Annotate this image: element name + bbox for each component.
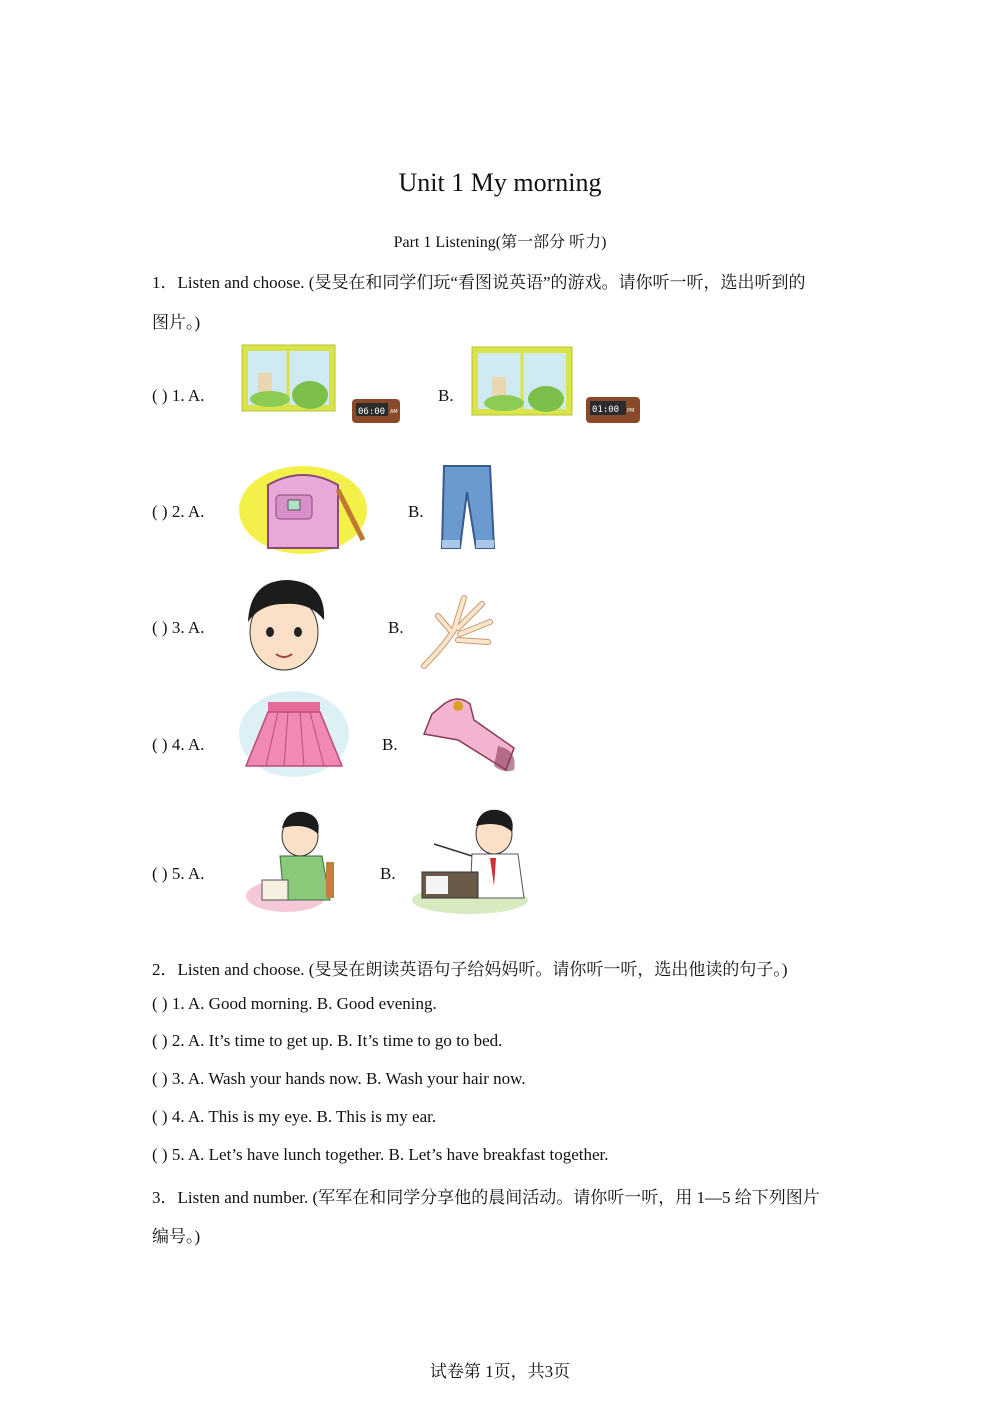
page-title: Unit 1 My morning — [398, 168, 602, 197]
q4b-dress-picture — [414, 690, 526, 778]
section2-instruction: 2．Listen and choose. (旻旻在朗读英语句子给妈妈听。请你听一听，选出他读的句子。) — [152, 960, 788, 979]
part-heading: Part 1 Listening(第一部分 听力) — [393, 234, 607, 251]
clock-a-suffix: AM — [390, 409, 398, 415]
section2-item: ( ) 5. A. Let’s have lunch together. B. Let’s have breakfast together. — [152, 1145, 609, 1164]
q2b-jeans-picture — [436, 462, 498, 554]
q3a-face-picture — [240, 574, 332, 672]
section2-item: ( ) 2. A. It’s time to get up. B. It’s time to go to bed. — [152, 1031, 503, 1050]
clock-b-time: 01:00 — [592, 405, 620, 415]
q3b-hand-picture — [420, 590, 498, 672]
q5-label: ( ) 5. A. — [152, 864, 205, 883]
section2-item: ( ) 3. A. Wash your hands now. B. Wash your hair now. — [152, 1069, 526, 1088]
q3-label: ( ) 3. A. — [152, 618, 205, 637]
section3-instruction: 3．Listen and number. (军军在和同学分享他的晨间活动。请你听一听，用 1—5 给下列图片 — [152, 1188, 820, 1207]
q2a-backpack-picture — [238, 460, 373, 555]
section1-instruction: 1．Listen and choose. (旻旻在和同学们玩“看图说英语”的游戏。请你听一听，选出听到的 — [152, 273, 806, 292]
section2-item: ( ) 1. A. Good morning. B. Good evening. — [152, 994, 437, 1013]
page-footer: 试卷第 1页，共3页 — [429, 1362, 571, 1381]
section2-item: ( ) 4. A. This is my eye. B. This is my ear. — [152, 1107, 437, 1126]
clock-a-time: 06:00 — [358, 407, 386, 417]
q1-label: ( ) 1. A. — [152, 386, 205, 405]
q5a-boy-breakfast-picture — [240, 808, 346, 914]
q1a-window-clock-picture — [240, 343, 405, 425]
q1-option-b: B. — [438, 386, 454, 405]
q1b-window-clock-picture — [470, 345, 645, 427]
clock-b-suffix: PM — [627, 408, 635, 414]
q5b-boy-lunch-picture — [410, 806, 532, 916]
q4-option-b: B. — [382, 735, 398, 754]
q4a-skirt-picture — [238, 690, 350, 778]
q3-option-b: B. — [388, 618, 404, 637]
section1-instruction-cont: 图片。) — [152, 313, 201, 332]
q2-label: ( ) 2. A. — [152, 502, 205, 521]
section3-instruction-cont: 编号。) — [152, 1227, 201, 1246]
q5-option-b: B. — [380, 864, 396, 883]
q2-option-b: B. — [408, 502, 424, 521]
q4-label: ( ) 4. A. — [152, 735, 205, 754]
